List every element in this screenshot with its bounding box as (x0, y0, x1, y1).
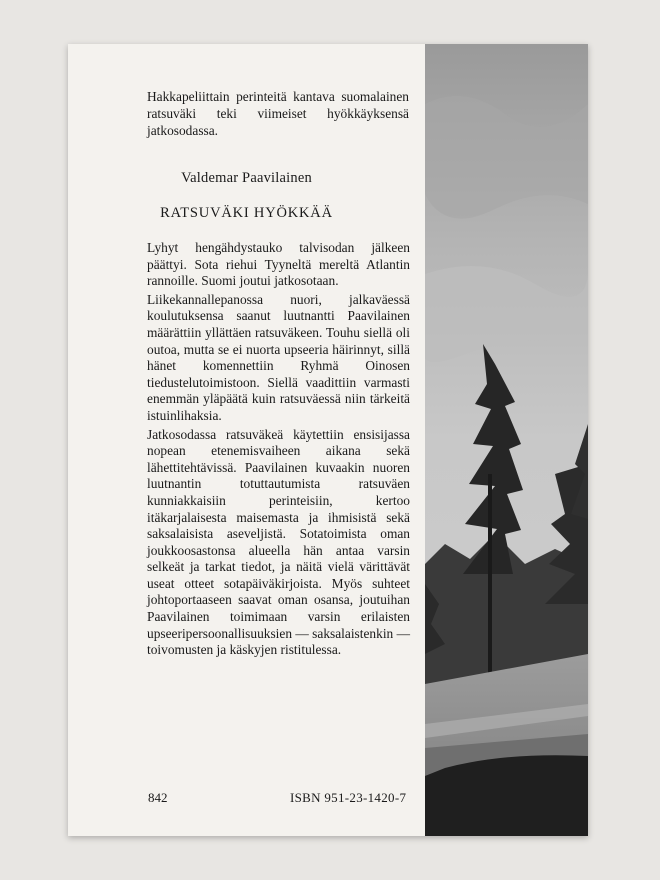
book-title: RATSUVÄKI HYÖKKÄÄ (160, 205, 333, 221)
cover-photo (425, 44, 588, 836)
author-name: Valdemar Paavilainen (181, 170, 312, 186)
forest-road-photo (425, 44, 588, 836)
catalog-number: 842 (148, 790, 168, 805)
intro-text: Hakkapeliittain perinteitä kantava suomalainen ratsuväki teki viimeiset hyökkäyksensä jatkosodassa. (147, 89, 409, 138)
blurb-paragraph-1: Lyhyt hengähdystauko talvisodan jälkeen päättyi. Sota riehui Tyyneltä mereltä Atlantin rannoille. Suomi joutui jatkosotaan. (147, 240, 410, 289)
isbn: ISBN 951-23-1420-7 (290, 790, 407, 805)
blurb (147, 240, 410, 661)
blurb-paragraph-3: Jatkosodassa ratsuväkeä käytettiin ensisijassa nopean etenemisvaiheen aikana sekä lähettitehtävissä. Paavilainen kuvaakin nuoren luutnantin totuttautumista ratsuväen kunniakkaisiin perinteisiin, kertoo itäkarjalaisesta maisemasta ja ihmisistä sekä saksalaisista aseveljistä. Sotatoimista oman joukkoosastonsa alueella hän antaa varsin selkeät ja tarkat tiedot, ja näitä vielä värittävät useat otteet sotapäiväkirjoista. Myös suhteet johtoportaaseen saavat oman osansa, joutuihan Paavilainen toimimaan varsin erilaisten upseeripersoonallisuuksien — saksalaistenkin — toivomusten ja käskyjen ristitulessa. (147, 426, 410, 658)
text-panel (68, 44, 425, 836)
blurb-paragraph-2: Liikekannallepanossa nuori, jalkaväessä koulutuksensa saanut luutnantti Paavilainen määrättiin yllättäen ratsuväkeen. Touhu siellä oli outoa, mutta se ei nuorta upseeria häirinnyt, sillä hänet komennettiin Ryhmä Oinosen tiedustelutoimistoon. Siellä vaadittiin varmasti enemmän yläpäätä kuin ratsuväessä niin tärkeitä istuinlihaksia. (147, 291, 410, 423)
book-back-cover (68, 44, 588, 836)
